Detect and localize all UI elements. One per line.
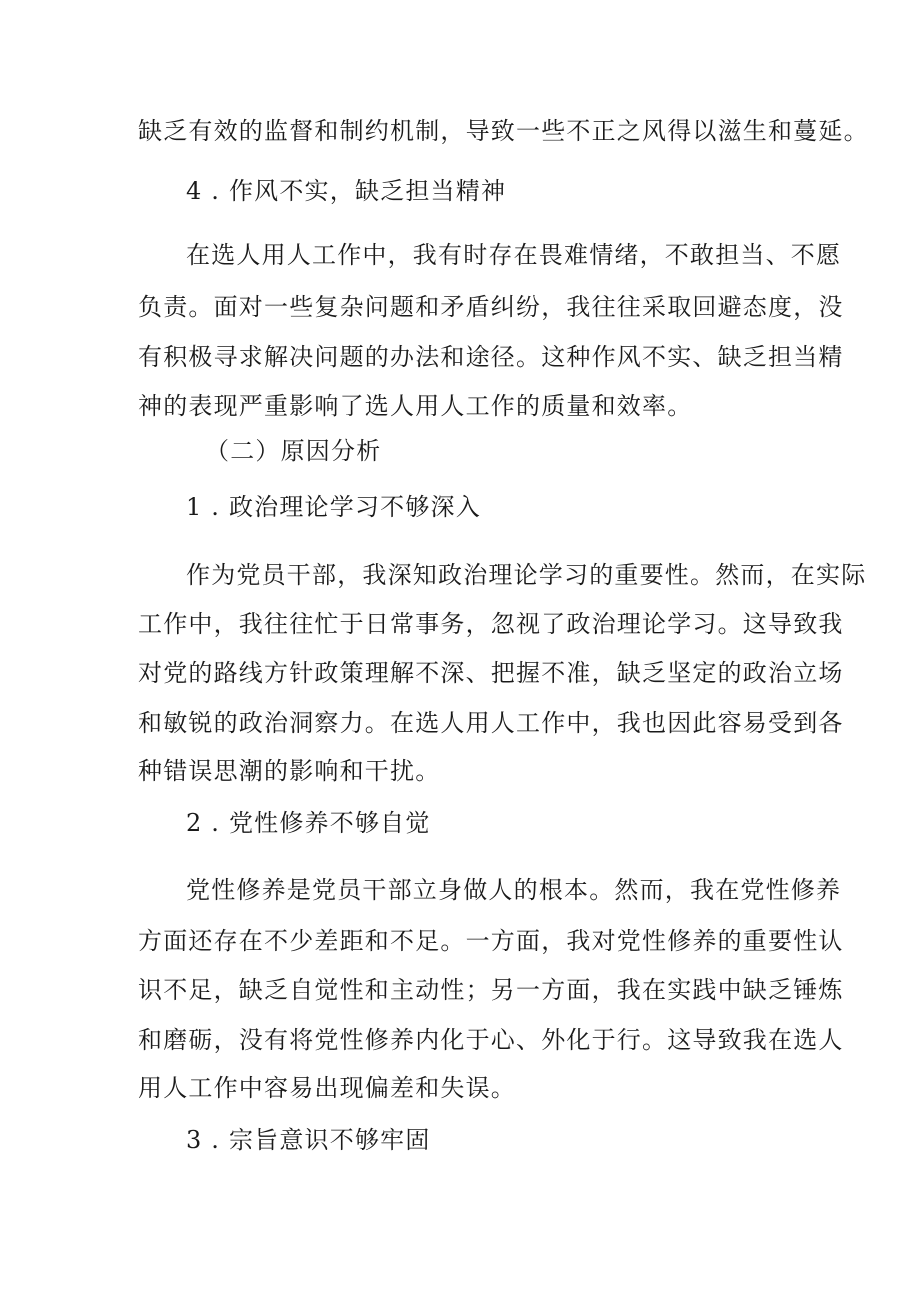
paragraph-line: 种错误思潮的影响和干扰。 (138, 757, 441, 785)
section-heading-4: 4 . 作风不实，缺乏担当精神 (186, 177, 507, 205)
paragraph-line: 神的表现严重影响了选人用人工作的质量和效率。 (138, 392, 693, 420)
section-heading-3: 3 . 宗旨意识不够牢固 (186, 1126, 431, 1154)
paragraph-line: 方面还存在不少差距和不足。一方面，我对党性修养的重要性认 (138, 927, 844, 955)
paragraph-line: 作为党员干部，我深知政治理论学习的重要性。然而，在实际 (186, 561, 867, 589)
paragraph-line: 用人工作中容易出现偏差和失误。 (138, 1074, 516, 1102)
section-heading-2: 2 . 党性修养不够自觉 (186, 809, 431, 837)
paragraph-line: 有积极寻求解决问题的办法和途径。这种作风不实、缺乏担当精 (138, 343, 844, 371)
paragraph-line: 和敏锐的政治洞察力。在选人用人工作中，我也因此容易受到各 (138, 709, 844, 737)
paragraph-line: 缺乏有效的监督和制约机制，导致一些不正之风得以滋生和蔓延。 (138, 117, 869, 145)
section-heading-1: 1 . 政治理论学习不够深入 (186, 493, 481, 521)
paragraph-line: 对党的路线方针政策理解不深、把握不准，缺乏坚定的政治立场 (138, 659, 844, 687)
paragraph-line: 党性修养是党员干部立身做人的根本。然而，我在党性修养 (186, 876, 842, 904)
section-heading-reason-analysis: （二）原因分析 (205, 437, 382, 465)
paragraph-line: 和磨砺，没有将党性修养内化于心、外化于行。这导致我在选人 (138, 1026, 844, 1054)
paragraph-line: 工作中，我往往忙于日常事务，忽视了政治理论学习。这导致我 (138, 610, 844, 638)
paragraph-line: 识不足，缺乏自觉性和主动性；另一方面，我在实践中缺乏锤炼 (138, 976, 844, 1004)
paragraph-line: 在选人用人工作中，我有时存在畏难情绪，不敢担当、不愿 (186, 241, 842, 269)
paragraph-line: 负责。面对一些复杂问题和矛盾纠纷，我往往采取回避态度，没 (138, 293, 844, 321)
